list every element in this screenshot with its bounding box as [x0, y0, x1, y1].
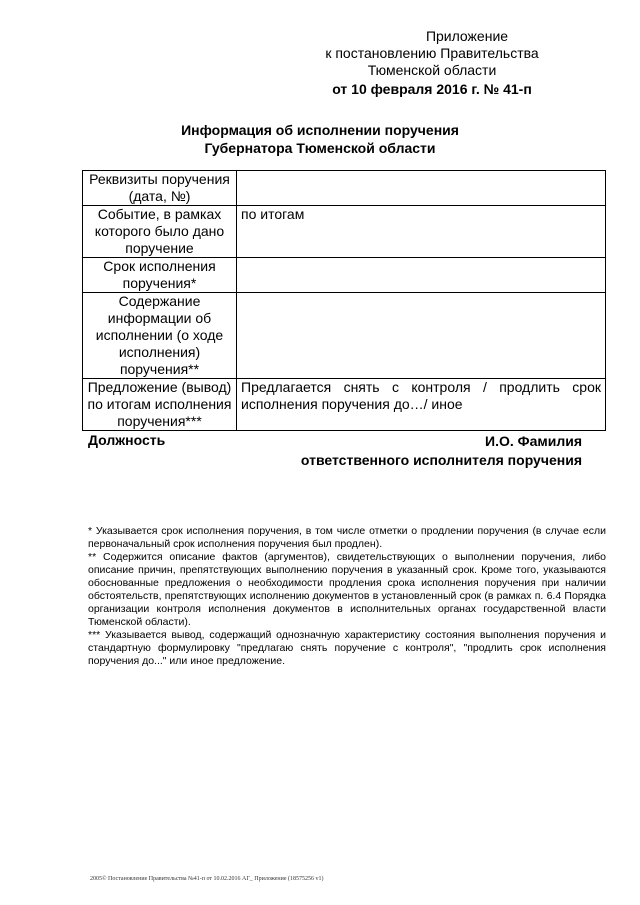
row-label-content: Содержание информации об исполнении (о ходе исполнения) поручения** — [83, 293, 237, 379]
row-value-requisites — [237, 171, 606, 206]
title-line1: Информация об исполнении поручения — [181, 122, 459, 138]
signature-subtitle: ответственного исполнителя поручения — [300, 452, 582, 468]
row-label-deadline: Срок исполнения поручения* — [83, 258, 237, 293]
row-value-event: по итогам — [237, 206, 606, 258]
appendix-line3: Тюменской области — [367, 62, 497, 78]
appendix-date: от 10 февраля 2016 г. № 41-п — [332, 81, 532, 97]
table-row — [83, 293, 606, 379]
table-row — [83, 258, 606, 293]
footnote-1: * Указывается срок исполнения поручения, в том числе отметки о продлении поручения (в случае если первоначальный срок исполнения поручения был продлен). — [88, 525, 606, 550]
document-title — [0, 121, 640, 157]
title-line2: Губернатора Тюменской области — [204, 140, 436, 156]
info-table — [82, 170, 606, 431]
appendix-line2: к постановлению Правительства — [325, 45, 539, 61]
signature-name: И.О. Фамилия — [485, 433, 582, 449]
appendix-label: Приложение — [425, 28, 509, 44]
row-label-event: Событие, в рамках которого было дано поручение — [83, 206, 237, 258]
document-footer: 2005© Постановление Правительства №41-п от 10.02.2016 АГ_ Приложение (18575256 v1) — [90, 876, 324, 882]
signature-block — [301, 432, 582, 469]
row-value-deadline — [237, 258, 606, 293]
table-row — [83, 171, 606, 206]
row-value-proposal: Предлагается снять с контроля / продлить срок исполнения поручения до…/ иное — [237, 379, 606, 431]
signature-position: Должность — [88, 432, 166, 448]
footnote-3: *** Указывается вывод, содержащий однозначную характеристику состояния выполнения поручения и стандартную формулировку "предлагаю снять поручение с контроля", "продлить срок исполнения поручения до..." или иное предложение. — [88, 629, 606, 667]
row-value-content — [237, 293, 606, 379]
table-row — [83, 379, 606, 431]
footnotes — [88, 525, 606, 668]
row-label-proposal: Предложение (вывод) по итогам исполнения поручения*** — [83, 379, 237, 431]
table-row — [83, 206, 606, 258]
footnote-2: ** Содержится описание фактов (аргументов), свидетельствующих о выполнении поручения, либо описание причин, препятствующих выполнению поручения в указанный срок. Кроме того, указываются обоснованные предложения о необходимости продления срока исполнения поручения при наличии обстоятельств, препятствующих исполнению документов в установленный срок (в рамках п. 6.4 Порядка организации контроля исполнения документов в исполнительных органах государственной власти Тюменской области). — [88, 551, 606, 628]
row-label-requisites: Реквизиты поручения (дата, №) — [83, 171, 237, 206]
appendix-header — [282, 28, 582, 98]
